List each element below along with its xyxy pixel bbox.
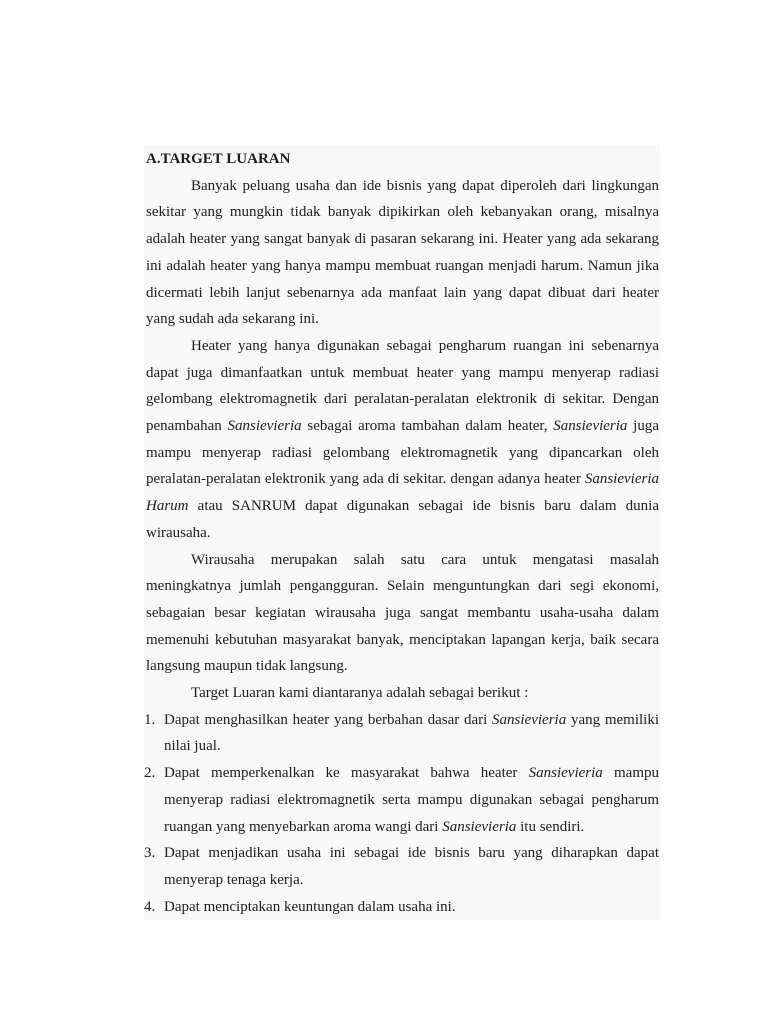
- list-item-1-text-1: Dapat menghasilkan heater yang berbahan dasar dari: [164, 711, 493, 728]
- paragraph-2-text-3: juga mampu menyerap radiasi gelombang elektromagnetik yang dipancarkan oleh peralatan-peralatan elektronik yang ada di sekitar. dengan adanya heater: [146, 418, 659, 488]
- list-item-1-italic-1: Sansievieria: [492, 711, 567, 728]
- paragraph-4: [146, 680, 659, 707]
- list-item-3-number: 3.: [144, 845, 156, 862]
- paragraph-2-text-2: sebagai aroma tambahan dalam heater,: [301, 418, 554, 435]
- paragraph-2-italic-1: Sansievieria: [227, 418, 302, 435]
- paragraph-2: [146, 333, 659, 547]
- document-page: [146, 146, 659, 920]
- list-item-2-text-3: itu sendiri.: [516, 818, 585, 835]
- paragraph-2-text-1: Heater yang hanya digunakan sebagai pengharum ruangan ini sebenarnya dapat juga dimanfaatkan untuk membuat heater yang mampu menyerap radiasi gelombang elektromagnetik dari peralatan-peralatan elektronik di sekitar. Dengan penambahan: [146, 337, 659, 435]
- list-item-3-text-1: Dapat menjadikan usaha ini sebagai ide bisnis baru yang diharapkan dapat menyerap tenaga kerja.: [164, 845, 659, 888]
- list-item-4: [146, 894, 659, 921]
- list-item-2-text-2: mampu menyerap radiasi elektromagnetik serta mampu digunakan sebagai pengharum ruangan yang menyebarkan aroma wangi dari: [164, 765, 660, 835]
- paragraph-3: [146, 547, 659, 681]
- paragraph-1: [146, 173, 659, 333]
- paragraph-4-text-1: Target Luaran kami diantaranya adalah sebagai berikut :: [191, 685, 529, 702]
- paragraph-2-italic-2: Sansievieria: [553, 418, 628, 435]
- list-item-4-number: 4.: [144, 898, 156, 915]
- list-item-2: [146, 760, 659, 840]
- target-list: [146, 707, 659, 921]
- section-heading: A.TARGET LUARAN: [146, 151, 291, 167]
- paragraph-3-text-1: Wirausaha merupakan salah satu cara untuk mengatasi masalah meningkatnya jumlah pengangguran. Selain menguntungkan dari segi ekonomi, sebagaian besar kegiatan wirausaha juga sangat membantu usaha-usaha dalam memenuhi kebutuhan masyarakat banyak, menciptakan lapangan kerja, baik secara langsung maupun tidak langsung.: [146, 551, 659, 675]
- paragraph-1-text-1: Banyak peluang usaha dan ide bisnis yang dapat diperoleh dari lingkungan sekitar yang mungkin tidak banyak dipikirkan oleh kebanyakan orang, misalnya adalah heater yang sangat banyak di pasaran sekarang ini. Heater yang ada sekarang ini adalah heater yang hanya mampu membuat ruangan menjadi harum. Namun jika dicermati lebih lanjut sebenarnya ada manfaat lain yang dapat dibuat dari heater yang sudah ada sekarang ini.: [146, 177, 659, 328]
- list-item-4-text-1: Dapat menciptakan keuntungan dalam usaha ini.: [164, 898, 456, 915]
- list-item-1-number: 1.: [144, 711, 156, 728]
- list-item-3: [146, 840, 659, 893]
- list-item-2-number: 2.: [144, 765, 156, 782]
- paragraph-2-italic-3: Sansievieria Harum: [146, 471, 659, 515]
- paragraph-2-text-4: atau SANRUM dapat digunakan sebagai ide bisnis baru dalam dunia wirausaha.: [146, 498, 659, 541]
- list-item-2-text-1: Dapat memperkenalkan ke masyarakat bahwa heater: [164, 765, 529, 782]
- list-item-1: [146, 707, 659, 760]
- list-item-2-italic-1: Sansievieria: [528, 765, 603, 782]
- list-item-1-text-2: yang memiliki nilai jual.: [164, 711, 660, 755]
- list-item-2-italic-2: Sansievieria: [442, 818, 517, 835]
